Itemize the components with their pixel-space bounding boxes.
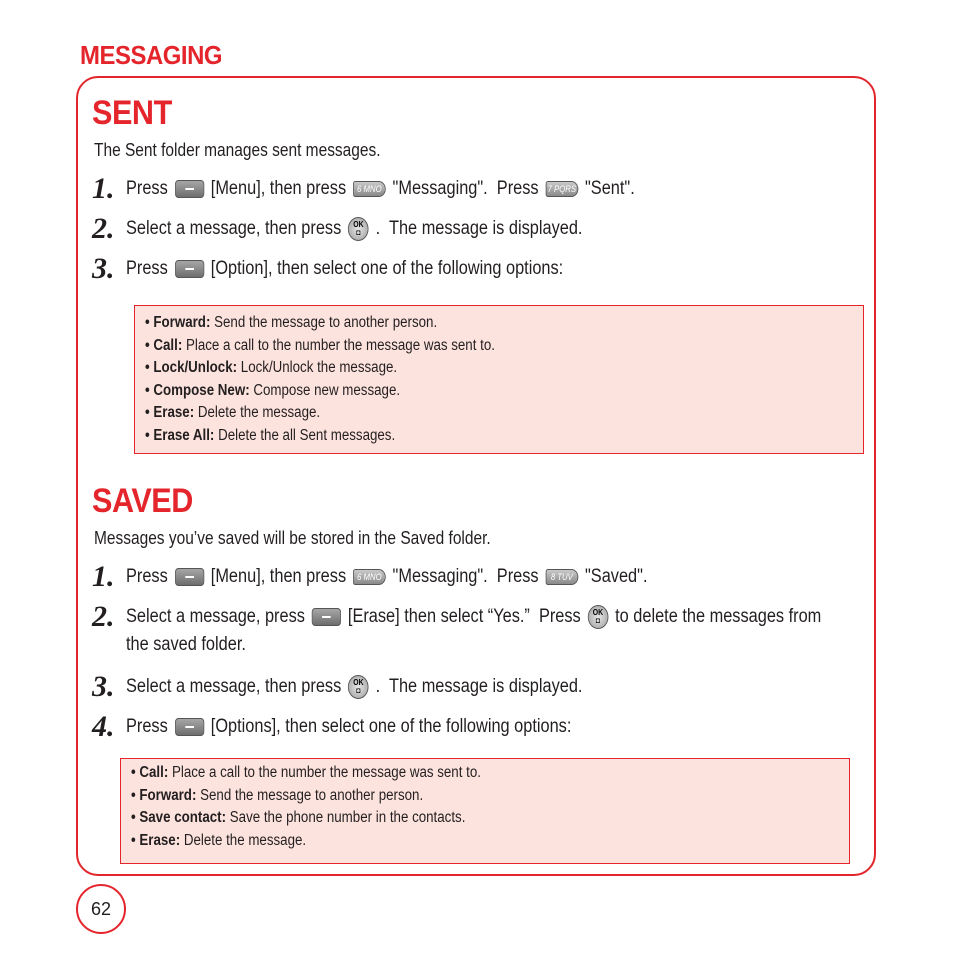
option-item: • Call: Place a call to the number the message was sent to. bbox=[145, 336, 495, 354]
option-item: • Erase All: Delete the all Sent messages. bbox=[145, 426, 396, 444]
step-text: Press bbox=[126, 716, 168, 737]
step-number: 3. bbox=[92, 670, 115, 703]
option-item: • Call: Place a call to the number the message was sent to. bbox=[131, 764, 481, 781]
step-text: Press bbox=[126, 566, 168, 587]
menu-softkey-icon bbox=[175, 568, 204, 586]
step-text: . The message is displayed. bbox=[375, 676, 583, 697]
ok-key-icon: OK ◘ bbox=[588, 605, 609, 629]
sent-step-2 bbox=[92, 212, 657, 246]
sent-step-1 bbox=[92, 172, 718, 206]
step-number: 2. bbox=[92, 600, 115, 633]
option-item: • Save contact: Save the phone number in the contacts. bbox=[131, 809, 466, 827]
step-text: [Menu], then press bbox=[210, 178, 347, 199]
saved-step-2 bbox=[92, 600, 935, 634]
step-text: Press bbox=[126, 258, 168, 279]
key-7-icon: 7 PQRS bbox=[545, 181, 578, 197]
step-number: 4. bbox=[92, 710, 115, 743]
menu-softkey-icon bbox=[175, 180, 204, 198]
step-text: [Erase] then select “Yes.” Press bbox=[347, 606, 581, 627]
option-item: • Lock/Unlock: Lock/Unlock the message. bbox=[145, 359, 398, 377]
option-item: • Erase: Delete the message. bbox=[131, 831, 307, 849]
step-text: "Sent". bbox=[585, 178, 635, 199]
step-text: "Saved". bbox=[585, 566, 648, 587]
key-6-icon: 6 MNO bbox=[353, 181, 386, 197]
ok-key-icon: OK ◘ bbox=[348, 675, 369, 699]
step-text: [Menu], then press bbox=[210, 566, 347, 587]
step-text: [Options], then select one of the following options: bbox=[210, 716, 572, 737]
step-number: 2. bbox=[92, 212, 115, 245]
saved-options-box bbox=[120, 758, 850, 864]
step-text: "Messaging". Press bbox=[392, 178, 539, 199]
key-8-icon: 8 TUV bbox=[545, 569, 578, 585]
option-softkey-icon bbox=[175, 260, 204, 278]
saved-step-2-continued bbox=[126, 634, 265, 656]
step-text: [Option], then select one of the following options: bbox=[210, 258, 564, 279]
erase-softkey-icon bbox=[312, 608, 341, 626]
options-softkey-icon bbox=[175, 718, 204, 736]
sent-title: SENT bbox=[92, 94, 172, 132]
page-number: 62 bbox=[76, 884, 126, 934]
step-text: the saved folder. bbox=[126, 634, 246, 655]
section-header: MESSAGING bbox=[80, 40, 223, 70]
step-text: Press bbox=[126, 178, 168, 199]
step-number: 1. bbox=[92, 172, 115, 205]
step-number: 3. bbox=[92, 252, 115, 285]
step-text: Select a message, then press bbox=[126, 218, 342, 239]
sent-step-3 bbox=[92, 252, 634, 286]
option-item: • Compose New: Compose new message. bbox=[145, 381, 401, 399]
option-item: • Forward: Send the message to another person. bbox=[131, 786, 424, 804]
saved-title: SAVED bbox=[92, 482, 193, 520]
step-text: Select a message, then press bbox=[126, 676, 342, 697]
step-text: "Messaging". Press bbox=[392, 566, 539, 587]
option-item: • Forward: Send the message to another person. bbox=[145, 314, 438, 331]
ok-key-icon: OK ◘ bbox=[348, 217, 369, 241]
step-text: . The message is displayed. bbox=[375, 218, 583, 239]
sent-intro: The Sent folder manages sent messages. bbox=[94, 140, 381, 160]
saved-intro: Messages you’ve saved will be stored in the Saved folder. bbox=[94, 528, 491, 548]
key-6-icon: 6 MNO bbox=[353, 569, 386, 585]
option-item: • Erase: Delete the message. bbox=[145, 404, 321, 422]
sent-options-box bbox=[134, 305, 864, 454]
saved-step-1 bbox=[92, 560, 732, 594]
saved-step-3 bbox=[92, 670, 657, 704]
saved-step-4 bbox=[92, 710, 644, 744]
step-number: 1. bbox=[92, 560, 115, 593]
step-text: Select a message, press bbox=[126, 606, 305, 627]
step-text: to delete the messages from bbox=[615, 606, 822, 627]
